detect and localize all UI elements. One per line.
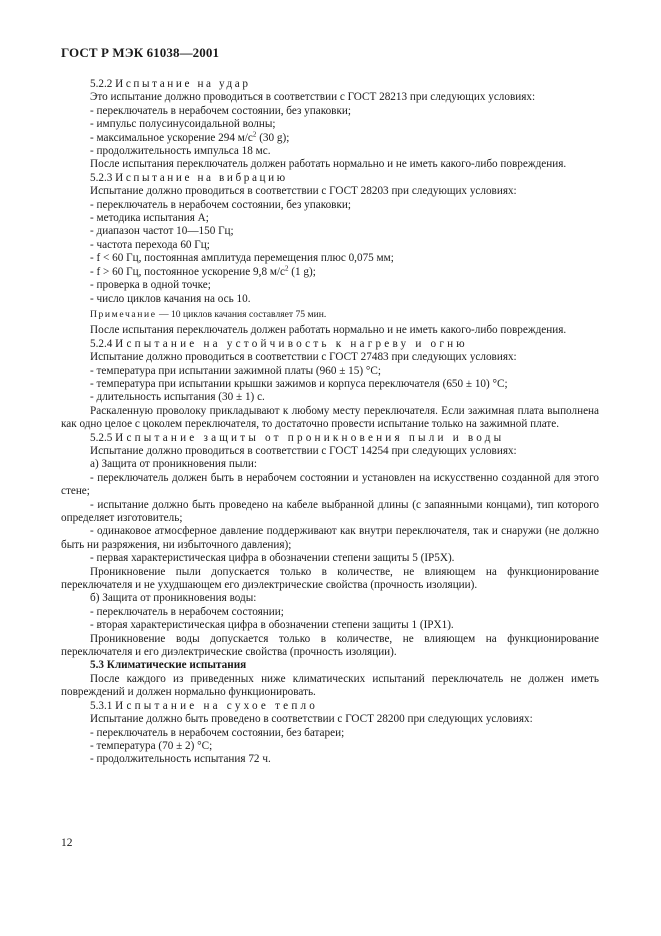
list-item: - переключатель в нерабочем состоянии, без упаковки; — [90, 198, 351, 211]
list-item: - вторая характеристическая цифра в обозначении степени защиты 1 (IPX1). — [90, 619, 454, 632]
paragraph: Проникновение воды допускается только в количестве, не влияющем на функционирование переключателя и его диэлектрические свойства (прочность изоляции). — [61, 632, 599, 659]
list-item: - температура при испытании зажимной платы (960 ± 15) °С; — [90, 364, 381, 377]
paragraph: Раскаленную проволоку прикладывают к любому месту переключателя. Если зажимная плата выполнена как одно целое с цоколем переключателя, то достаточно провести испытание только на зажимной плате. — [61, 404, 599, 431]
section-number: 5.2.3 — [90, 171, 113, 184]
list-item: - частота перехода 60 Гц; — [90, 238, 210, 251]
list-item: - длительность испытания (30 ± 1) с. — [90, 391, 265, 404]
section-number: 5.2.2 — [90, 78, 113, 90]
list-item: - импульс полусинусоидальной волны; — [90, 118, 276, 131]
paragraph: Испытание должно проводиться в соответствии с ГОСТ 14254 при следующих условиях: — [90, 444, 517, 457]
paragraph: Испытание должно проводиться в соответствии с ГОСТ 28203 при следующих условиях: — [90, 185, 517, 198]
paragraph: Это испытание должно проводиться в соответствии с ГОСТ 28213 при следующих условиях: — [90, 91, 536, 104]
paragraph: После испытания переключатель должен работать нормально и не иметь какого-либо повреждения. — [90, 324, 567, 337]
paragraph: Проникновение пыли допускается только в количестве, не влияющем на функционирование переключателя и не ухудшающем его диэлектрические свойства (прочность изоляции). — [61, 565, 599, 592]
list-item: - диапазон частот 10—150 Гц; — [90, 225, 234, 238]
section-number: 5.2.5 — [90, 431, 113, 444]
list-item: - переключатель в нерабочем состоянии; — [90, 605, 284, 618]
list-item: - f > 60 Гц, постоянное ускорение 9,8 $м/с^2$ (1 g); — [90, 263, 316, 278]
section-number: 5.3.1 — [90, 699, 113, 712]
note: Примечание — 10 циклов качания составляет 75 мин. — [90, 308, 327, 320]
list-item: - температура (70 ± 2) °С; — [90, 739, 213, 752]
section-heading-5-3-1 — [61, 700, 599, 713]
list-item: - продолжительность импульса 18 мс. — [90, 145, 271, 158]
list-item: - переключатель в нерабочем состоянии, без батареи; — [90, 726, 345, 739]
paragraph: Испытание должно быть проведено в соответствии с ГОСТ 28200 при следующих условиях: — [90, 713, 533, 726]
document-header: ГОСТ Р МЭК 61038—2001 — [61, 45, 220, 60]
subsection-label: б) Защита от проникновения воды: — [90, 592, 257, 605]
list-item: - испытание должно быть проведено на кабеле выбранной длины (с запаянными концами), тип которого определяет изготовитель; — [61, 498, 599, 524]
list-item: - методика испытания А; — [90, 212, 209, 225]
note-label: Примечание — [90, 308, 157, 320]
list-item: - максимальное ускорение 294 $м/с^2$ (30 g); — [90, 129, 290, 144]
list-item: - переключатель в нерабочем состоянии, без упаковки; — [90, 104, 351, 117]
paragraph: После испытания переключатель должен работать нормально и не иметь какого-либо повреждения. — [90, 158, 567, 171]
paragraph: Испытание должно проводиться в соответствии с ГОСТ 27483 при следующих условиях: — [90, 351, 517, 364]
list-item: - проверка в одной точке; — [90, 279, 211, 292]
list-item: - температура при испытании крышки зажимов и корпуса переключателя (650 ± 10) °С; — [90, 377, 508, 390]
section-number: 5.2.4 — [90, 337, 113, 350]
list-item: - первая характеристическая цифра в обозначении степени защиты 5 (IP5X). — [90, 552, 455, 565]
section-heading-5-3: 5.3 Климатические испытания — [90, 659, 247, 672]
section-heading-5-2-5 — [61, 432, 599, 445]
list-item: - переключатель должен быть в нерабочем состоянии и установлен на искусственно созданной для этого стене; — [61, 471, 599, 498]
list-item: - f < 60 Гц, постоянная амплитуда перемещения плюс 0,075 мм; — [90, 252, 394, 265]
list-item: - число циклов качания на ось 10. — [90, 292, 251, 305]
subsection-label: а) Защита от проникновения пыли: — [90, 458, 258, 471]
section-heading-5-2-2 — [61, 78, 599, 91]
section-title: Испытание на вибрацию — [115, 171, 288, 184]
section-title: Испытание на удар — [115, 78, 251, 90]
document-body — [61, 78, 599, 767]
section-title: Испытание защиты от проникновения пыли и воды — [115, 431, 505, 444]
section-heading-5-2-4 — [61, 338, 599, 351]
paragraph: После каждого из приведенных ниже климатических испытаний переключатель не должен иметь повреждений и должен нормально функционировать. — [61, 672, 599, 699]
list-item: - одинаковое атмосферное давление поддерживают как внутри переключателя, так и снаружи (не должно быть ни разряжения, ни избыточного давления); — [61, 525, 599, 551]
list-item: - продолжительность испытания 72 ч. — [90, 753, 271, 766]
section-heading-5-2-3 — [61, 172, 599, 185]
page-number: 12 — [61, 837, 73, 849]
section-title: Испытание на сухое тепло — [115, 699, 319, 712]
section-title: Испытание на устойчивость к нагреву и огню — [115, 337, 468, 350]
